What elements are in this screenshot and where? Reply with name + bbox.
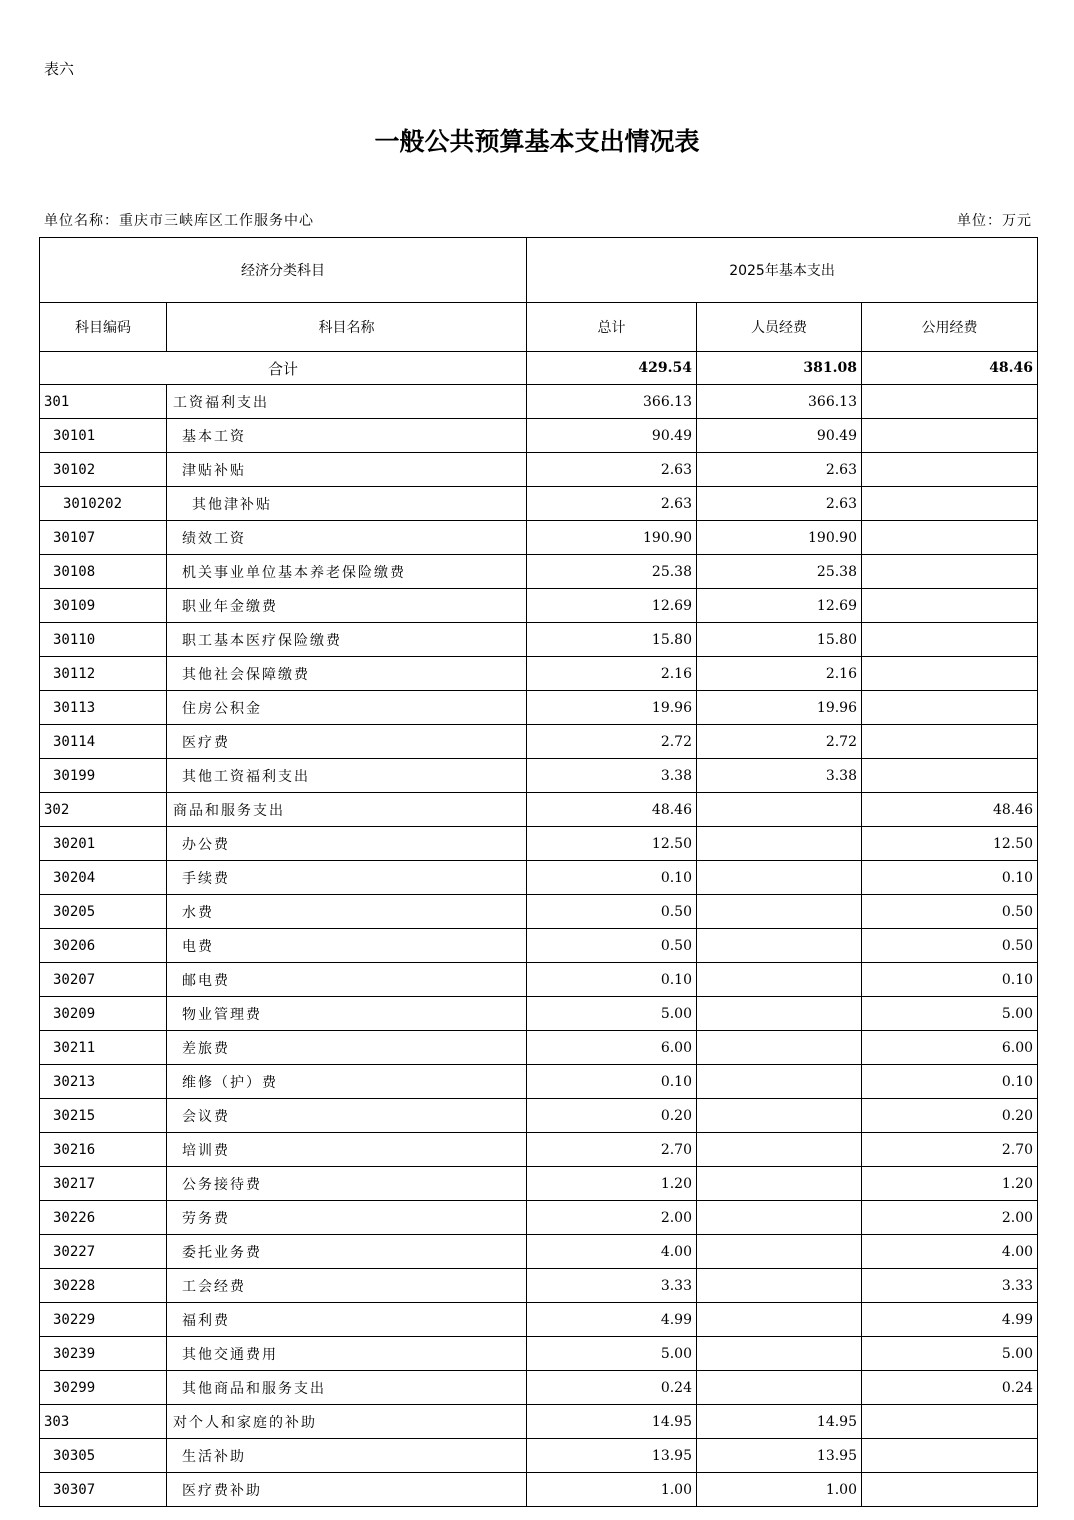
row-personnel: 2.63 [697, 453, 862, 487]
row-total: 1.00 [527, 1473, 697, 1507]
row-total: 12.50 [527, 827, 697, 861]
row-total: 190.90 [527, 521, 697, 555]
table-row [40, 555, 1038, 589]
row-public [862, 623, 1038, 657]
row-public [862, 555, 1038, 589]
table-row [40, 1133, 1038, 1167]
row-personnel [697, 1235, 862, 1269]
row-personnel: 90.49 [697, 419, 862, 453]
row-name: 劳务费 [167, 1201, 527, 1235]
row-name: 其他工资福利支出 [167, 759, 527, 793]
row-personnel [697, 827, 862, 861]
row-public: 0.20 [862, 1099, 1038, 1133]
row-code: 301 [40, 385, 167, 419]
table-row [40, 861, 1038, 895]
row-total: 3.38 [527, 759, 697, 793]
row-public [862, 657, 1038, 691]
row-code: 30216 [40, 1133, 167, 1167]
row-name: 维修（护）费 [167, 1065, 527, 1099]
row-personnel [697, 895, 862, 929]
table-row [40, 1303, 1038, 1337]
row-total: 2.72 [527, 725, 697, 759]
row-total: 2.70 [527, 1133, 697, 1167]
row-code: 302 [40, 793, 167, 827]
row-personnel: 3.38 [697, 759, 862, 793]
row-name: 差旅费 [167, 1031, 527, 1065]
row-name: 福利费 [167, 1303, 527, 1337]
table-row [40, 1099, 1038, 1133]
row-code: 30307 [40, 1473, 167, 1507]
row-name: 工会经费 [167, 1269, 527, 1303]
row-public [862, 691, 1038, 725]
row-code: 30226 [40, 1201, 167, 1235]
table-row [40, 725, 1038, 759]
row-code: 30101 [40, 419, 167, 453]
row-total: 3.33 [527, 1269, 697, 1303]
row-name: 住房公积金 [167, 691, 527, 725]
row-name: 其他社会保障缴费 [167, 657, 527, 691]
row-personnel [697, 997, 862, 1031]
table-row [40, 1473, 1038, 1507]
row-code: 30110 [40, 623, 167, 657]
row-code: 30239 [40, 1337, 167, 1371]
table-row [40, 997, 1038, 1031]
row-name: 会议费 [167, 1099, 527, 1133]
row-personnel [697, 861, 862, 895]
row-total: 2.63 [527, 453, 697, 487]
table-row [40, 1167, 1038, 1201]
row-personnel: 12.69 [697, 589, 862, 623]
table-row [40, 521, 1038, 555]
row-name: 手续费 [167, 861, 527, 895]
table-row [40, 1371, 1038, 1405]
table-row [40, 929, 1038, 963]
row-public: 1.20 [862, 1167, 1038, 1201]
table-row [40, 1201, 1038, 1235]
row-name: 机关事业单位基本养老保险缴费 [167, 555, 527, 589]
row-public: 0.10 [862, 963, 1038, 997]
row-public: 3.33 [862, 1269, 1038, 1303]
row-name: 其他商品和服务支出 [167, 1371, 527, 1405]
row-total: 0.10 [527, 963, 697, 997]
row-total: 14.95 [527, 1405, 697, 1439]
header-econ-category: 经济分类科目 [40, 238, 527, 303]
table-row [40, 759, 1038, 793]
row-code: 30305 [40, 1439, 167, 1473]
row-public [862, 1439, 1038, 1473]
table-row [40, 385, 1038, 419]
row-code: 30109 [40, 589, 167, 623]
row-public: 48.46 [862, 793, 1038, 827]
table-row [40, 793, 1038, 827]
header-row-1 [40, 238, 1038, 303]
table-row [40, 827, 1038, 861]
row-name: 职业年金缴费 [167, 589, 527, 623]
row-name: 生活补助 [167, 1439, 527, 1473]
header-total: 总计 [527, 303, 697, 352]
row-public [862, 1473, 1038, 1507]
row-code: 3010202 [40, 487, 167, 521]
row-public [862, 419, 1038, 453]
row-code: 30113 [40, 691, 167, 725]
row-code: 30205 [40, 895, 167, 929]
row-public: 2.00 [862, 1201, 1038, 1235]
row-public: 4.99 [862, 1303, 1038, 1337]
row-total: 48.46 [527, 793, 697, 827]
row-name: 津贴补贴 [167, 453, 527, 487]
row-public: 0.50 [862, 929, 1038, 963]
table-tag: 表六 [44, 60, 75, 78]
row-total: 12.69 [527, 589, 697, 623]
table-row [40, 1337, 1038, 1371]
row-total: 90.49 [527, 419, 697, 453]
row-name: 其他交通费用 [167, 1337, 527, 1371]
row-public [862, 725, 1038, 759]
row-total: 0.50 [527, 929, 697, 963]
row-code: 30229 [40, 1303, 167, 1337]
table-row [40, 963, 1038, 997]
row-code: 30215 [40, 1099, 167, 1133]
row-personnel: 13.95 [697, 1439, 862, 1473]
row-name: 医疗费补助 [167, 1473, 527, 1507]
row-public: 5.00 [862, 997, 1038, 1031]
row-personnel [697, 929, 862, 963]
row-code: 30207 [40, 963, 167, 997]
row-personnel [697, 1337, 862, 1371]
row-public: 0.10 [862, 861, 1038, 895]
row-personnel: 366.13 [697, 385, 862, 419]
table-row [40, 657, 1038, 691]
row-total: 4.00 [527, 1235, 697, 1269]
total-sum: 429.54 [527, 352, 697, 385]
unit-label: 单位：万元 [957, 213, 1032, 229]
row-total: 366.13 [527, 385, 697, 419]
row-personnel [697, 1201, 862, 1235]
page-title: 一般公共预算基本支出情况表 [374, 127, 700, 156]
table-row [40, 419, 1038, 453]
row-personnel [697, 1065, 862, 1099]
row-code: 30228 [40, 1269, 167, 1303]
row-total: 1.20 [527, 1167, 697, 1201]
row-name: 其他津补贴 [167, 487, 527, 521]
row-personnel: 2.16 [697, 657, 862, 691]
header-public: 公用经费 [862, 303, 1038, 352]
row-public [862, 759, 1038, 793]
row-public: 6.00 [862, 1031, 1038, 1065]
table-row [40, 895, 1038, 929]
table-row [40, 487, 1038, 521]
row-public: 4.00 [862, 1235, 1038, 1269]
row-personnel [697, 1303, 862, 1337]
table-row [40, 589, 1038, 623]
table-row [40, 623, 1038, 657]
header-personnel: 人员经费 [697, 303, 862, 352]
row-public [862, 487, 1038, 521]
row-code: 30114 [40, 725, 167, 759]
row-public [862, 453, 1038, 487]
row-total: 0.50 [527, 895, 697, 929]
table-row [40, 1269, 1038, 1303]
row-total: 19.96 [527, 691, 697, 725]
total-row [40, 352, 1038, 385]
row-personnel [697, 1031, 862, 1065]
row-public: 5.00 [862, 1337, 1038, 1371]
row-name: 公务接待费 [167, 1167, 527, 1201]
row-name: 电费 [167, 929, 527, 963]
row-code: 30299 [40, 1371, 167, 1405]
row-total: 25.38 [527, 555, 697, 589]
row-personnel: 1.00 [697, 1473, 862, 1507]
row-personnel: 2.72 [697, 725, 862, 759]
row-name: 绩效工资 [167, 521, 527, 555]
row-personnel [697, 1099, 862, 1133]
row-personnel [697, 963, 862, 997]
header-code: 科目编码 [40, 303, 167, 352]
row-total: 2.16 [527, 657, 697, 691]
row-code: 30204 [40, 861, 167, 895]
row-personnel: 14.95 [697, 1405, 862, 1439]
row-code: 303 [40, 1405, 167, 1439]
table-row [40, 453, 1038, 487]
row-code: 30201 [40, 827, 167, 861]
row-public [862, 521, 1038, 555]
table-row [40, 1235, 1038, 1269]
row-public [862, 385, 1038, 419]
row-total: 0.10 [527, 1065, 697, 1099]
row-name: 邮电费 [167, 963, 527, 997]
row-public: 0.10 [862, 1065, 1038, 1099]
row-code: 30227 [40, 1235, 167, 1269]
row-name: 基本工资 [167, 419, 527, 453]
row-personnel [697, 1167, 862, 1201]
row-total: 4.99 [527, 1303, 697, 1337]
row-code: 30112 [40, 657, 167, 691]
row-personnel [697, 1371, 862, 1405]
row-personnel [697, 1269, 862, 1303]
row-total: 15.80 [527, 623, 697, 657]
table-row [40, 691, 1038, 725]
row-code: 30199 [40, 759, 167, 793]
row-total: 0.10 [527, 861, 697, 895]
row-code: 30211 [40, 1031, 167, 1065]
row-total: 0.24 [527, 1371, 697, 1405]
row-name: 办公费 [167, 827, 527, 861]
row-name: 工资福利支出 [167, 385, 527, 419]
expenditure-table [39, 237, 1038, 1507]
row-name: 职工基本医疗保险缴费 [167, 623, 527, 657]
row-personnel: 15.80 [697, 623, 862, 657]
row-public: 2.70 [862, 1133, 1038, 1167]
row-personnel: 2.63 [697, 487, 862, 521]
table-row [40, 1031, 1038, 1065]
row-name: 委托业务费 [167, 1235, 527, 1269]
total-public: 48.46 [862, 352, 1038, 385]
row-name: 水费 [167, 895, 527, 929]
row-name: 物业管理费 [167, 997, 527, 1031]
row-personnel: 25.38 [697, 555, 862, 589]
row-code: 30108 [40, 555, 167, 589]
row-code: 30206 [40, 929, 167, 963]
table-row [40, 1405, 1038, 1439]
row-code: 30107 [40, 521, 167, 555]
meta-row [44, 210, 1032, 230]
row-code: 30209 [40, 997, 167, 1031]
row-name: 培训费 [167, 1133, 527, 1167]
row-code: 30217 [40, 1167, 167, 1201]
header-year-expenditure: 2025年基本支出 [527, 238, 1038, 303]
row-total: 5.00 [527, 1337, 697, 1371]
row-personnel [697, 1133, 862, 1167]
row-total: 2.63 [527, 487, 697, 521]
row-public: 0.50 [862, 895, 1038, 929]
header-row-2 [40, 303, 1038, 352]
row-public [862, 1405, 1038, 1439]
row-total: 0.20 [527, 1099, 697, 1133]
row-code: 30213 [40, 1065, 167, 1099]
header-name: 科目名称 [167, 303, 527, 352]
row-total: 13.95 [527, 1439, 697, 1473]
row-name: 医疗费 [167, 725, 527, 759]
row-personnel: 190.90 [697, 521, 862, 555]
row-name: 对个人和家庭的补助 [167, 1405, 527, 1439]
unit-name: 单位名称：重庆市三峡库区工作服务中心 [44, 213, 314, 229]
row-total: 2.00 [527, 1201, 697, 1235]
row-name: 商品和服务支出 [167, 793, 527, 827]
row-public: 12.50 [862, 827, 1038, 861]
table-row [40, 1439, 1038, 1473]
row-personnel [697, 793, 862, 827]
total-label: 合计 [40, 352, 527, 385]
table-row [40, 1065, 1038, 1099]
total-personnel: 381.08 [697, 352, 862, 385]
row-personnel: 19.96 [697, 691, 862, 725]
row-code: 30102 [40, 453, 167, 487]
row-public [862, 589, 1038, 623]
row-public: 0.24 [862, 1371, 1038, 1405]
row-total: 6.00 [527, 1031, 697, 1065]
row-total: 5.00 [527, 997, 697, 1031]
